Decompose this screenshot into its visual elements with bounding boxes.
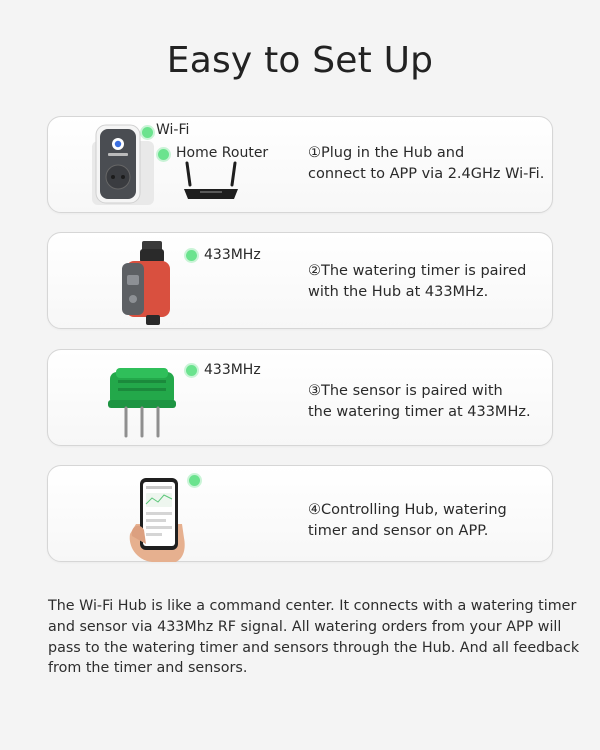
step-2-text: ②The watering timer is paired with the Hub at 433MHz. <box>308 263 527 300</box>
app-signal-dot <box>189 475 200 486</box>
wifi-signal-dot <box>142 127 153 138</box>
sensor-signal-dot <box>186 365 197 376</box>
step-card-hub <box>47 116 553 213</box>
wifi-router-icon <box>182 161 240 203</box>
page-title: Easy to Set Up <box>166 40 434 81</box>
timer-signal-dot <box>186 250 197 261</box>
wifi-tag: Wi-Fi <box>156 122 190 138</box>
step-card-app <box>47 465 553 562</box>
step-4-text: ④Controlling Hub, watering timer and sensor on APP. <box>308 502 507 539</box>
phone-app-icon <box>128 474 190 564</box>
step-card-sensor <box>47 349 553 446</box>
router-signal-dot <box>158 149 169 160</box>
soil-sensor-icon <box>106 366 178 440</box>
step-card-timer <box>47 232 553 329</box>
watering-timer-icon <box>120 241 172 327</box>
router-tag: Home Router <box>176 145 269 161</box>
description-paragraph: The Wi-Fi Hub is like a command center. It connects with a watering timer and sensor via 433Mhz RF signal. All watering orders from your APP will pass to the watering timer and sensors through the Hub. And all feedback from the timer and sensors. <box>48 598 580 677</box>
sensor-frequency-tag: 433MHz <box>204 362 261 378</box>
timer-frequency-tag: 433MHz <box>204 247 261 263</box>
step-3-text: ③The sensor is paired with the watering timer at 433MHz. <box>308 383 531 420</box>
step-1-text: ①Plug in the Hub and connect to APP via 2.4GHz Wi-Fi. <box>308 145 545 182</box>
